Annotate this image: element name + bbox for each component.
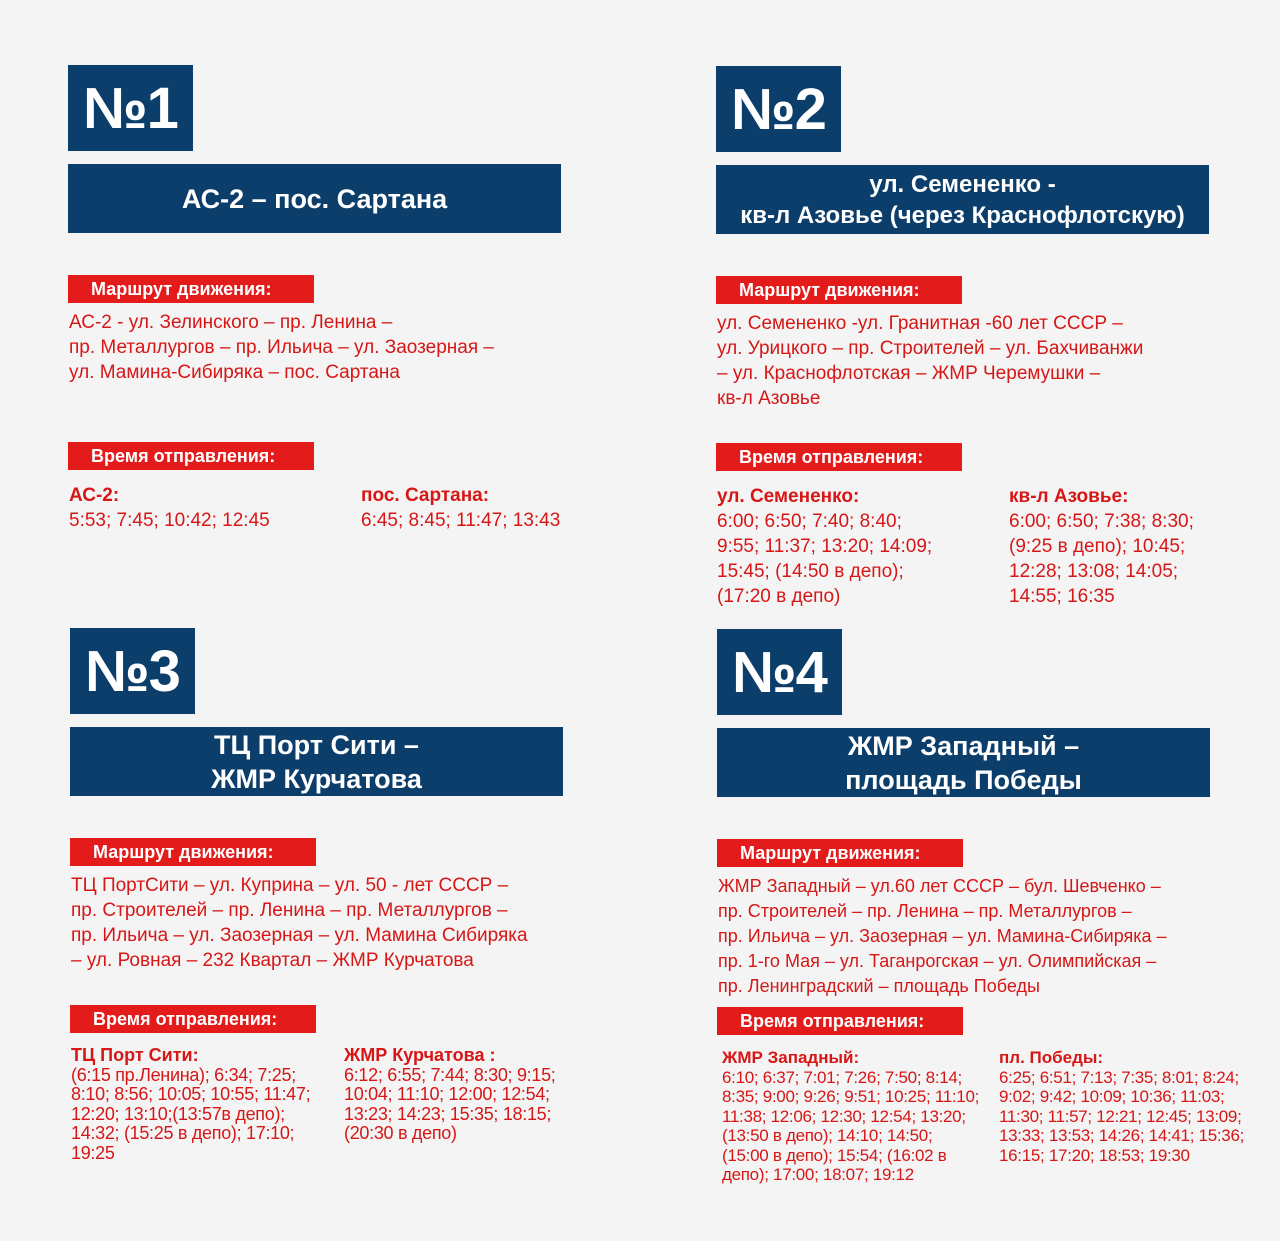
- route-path: ТЦ ПортСити – ул. Куприна – ул. 50 - лет СССР – пр. Строителей – пр. Ленина – пр. Металлургов – пр. Ильича – ул. Заозерная – ул. Мамина Сибиряка – ул. Ровная – 232 Квартал – ЖМР Курчатова: [71, 875, 528, 971]
- departure-column: [69, 483, 270, 533]
- departure-times: 6:25; 6:51; 7:13; 7:35; 8:01; 8:24; 9:02; 9:42; 10:09; 10:36; 11:03; 11:30; 11:57; 12:21; 12:45; 13:09; 13:33; 13:53; 14:26; 14:41; 15:36; 16:15; 17:20; 18:53; 19:30: [999, 1067, 1245, 1165]
- departure-times: 6:00; 6:50; 7:40; 8:40; 9:55; 11:37; 13:20; 14:09; 15:45; (14:50 в депо); (17:20 в депо): [717, 511, 933, 607]
- departure-column: [361, 483, 560, 533]
- departure-column: [344, 1046, 555, 1144]
- departure-times: (6:15 пр.Ленина); 6:34; 7:25; 8:10; 8:56; 10:05; 10:55; 11:47; 12:20; 13:10;(13:57в депо); 14:32; (15:25 в депо); 17:10; 19:25: [71, 1064, 311, 1163]
- departure-stop: ЖМР Курчатова :: [344, 1045, 496, 1065]
- route-path-label: Маршрут движения:: [68, 275, 314, 303]
- route-path: АС-2 - ул. Зелинского – пр. Ленина – пр. Металлургов – пр. Ильича – ул. Заозерная – ул. Мамина-Сибиряка – пос. Сартана: [69, 312, 494, 383]
- departure-label: Время отправления:: [68, 442, 314, 470]
- departure-stop: пл. Победы:: [999, 1048, 1104, 1067]
- departure-column: [999, 1048, 1244, 1165]
- departure-times: 6:00; 6:50; 7:38; 8:30; (9:25 в депо); 10:45; 12:28; 13:08; 14:05; 14:55; 16:35: [1009, 511, 1194, 607]
- route-path-label: Маршрут движения:: [717, 839, 963, 867]
- departure-times: 5:53; 7:45; 10:42; 12:45: [69, 510, 270, 531]
- route-number: №2: [716, 66, 841, 152]
- departure-stop: ТЦ Порт Сити:: [71, 1045, 199, 1065]
- departure-times: 6:45; 8:45; 11:47; 13:43: [361, 510, 561, 531]
- departure-stop: ЖМР Западный:: [722, 1048, 860, 1067]
- departure-stop: пос. Сартана:: [361, 485, 490, 506]
- route-title: ул. Семененко - кв-л Азовье (через Краснофлотскую): [716, 165, 1209, 234]
- departure-column: [717, 484, 932, 609]
- departure-column: [1009, 484, 1194, 609]
- departure-label: Время отправления:: [716, 443, 962, 471]
- departure-label: Время отправления:: [70, 1005, 316, 1033]
- departure-label: Время отправления:: [717, 1007, 963, 1035]
- route-title: АС-2 – пос. Сартана: [68, 164, 561, 233]
- departure-column: [71, 1046, 310, 1163]
- route-title: ТЦ Порт Сити – ЖМР Курчатова: [70, 727, 563, 796]
- route-title: ЖМР Западный – площадь Победы: [717, 728, 1210, 797]
- route-number: №1: [68, 65, 193, 151]
- departure-stop: кв-л Азовье:: [1009, 486, 1129, 507]
- route-path: ЖМР Западный – ул.60 лет СССР – бул. Шевченко – пр. Строителей – пр. Ленина – пр. Металлургов – пр. Ильича – ул. Заозерная – ул. Мамина-Сибиряка – пр. 1-го Мая – ул. Таганрогская – ул. Олимпийская – пр. Ленинградский – площадь Победы: [718, 876, 1167, 996]
- departure-stop: ул. Семененко:: [717, 486, 860, 507]
- route-path: ул. Семененко -ул. Гранитная -60 лет СССР – ул. Урицкого – пр. Строителей – ул. Бахчиванжи – ул. Краснофлотская – ЖМР Черемушки – кв-л Азовье: [717, 313, 1144, 409]
- departure-times: 6:10; 6:37; 7:01; 7:26; 7:50; 8:14; 8:35; 9:00; 9:26; 9:51; 10:25; 11:10; 11:38; 12:06; 12:30; 12:54; 13:20; (13:50 в депо); 14:10; 14:50; (15:00 в депо); 15:54; (16:02 в депо); 17:00; 18:07; 19:12: [722, 1067, 980, 1184]
- departure-stop: АС-2:: [69, 485, 120, 506]
- route-path-label: Маршрут движения:: [70, 838, 316, 866]
- route-number: №4: [717, 629, 842, 715]
- departure-column: [722, 1048, 979, 1185]
- route-number: №3: [70, 628, 195, 714]
- departure-times: 6:12; 6:55; 7:44; 8:30; 9:15; 10:04; 11:10; 12:00; 12:54; 13:23; 14:23; 15:35; 18:15; (20:30 в депо): [344, 1064, 556, 1143]
- route-path-label: Маршрут движения:: [716, 276, 962, 304]
